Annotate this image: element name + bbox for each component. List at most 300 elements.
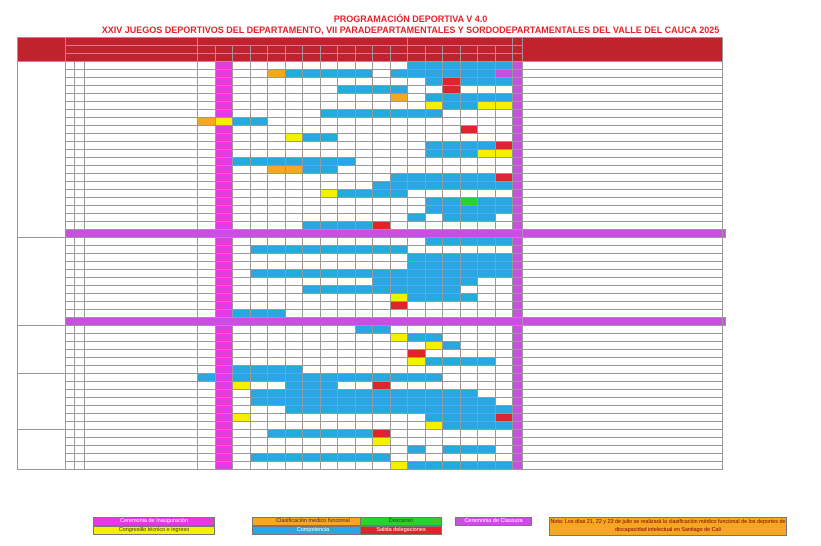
schedule-cell [355,102,373,110]
schedule-cell [338,62,356,70]
schedule-cell [478,278,496,286]
schedule-cell [478,150,496,158]
schedule-cell [373,390,391,398]
schedule-cell [460,438,478,446]
schedule-cell [215,270,233,278]
day-number [215,46,233,54]
schedule-cell [495,302,513,310]
table-row [18,406,726,414]
sport-name [85,166,198,174]
schedule-cell [355,70,373,78]
schedule-cell [390,70,408,78]
schedule-cell [495,238,513,246]
schedule-cell [198,438,216,446]
table-row [18,430,726,438]
schedule-cell [495,294,513,302]
schedule-cell [320,366,338,374]
schedule-cell [268,334,286,342]
schedule-cell [215,150,233,158]
schedule-cell [250,254,268,262]
schedule-cell [233,70,251,78]
sede-name [18,374,66,430]
schedule-cell [390,390,408,398]
row-number [66,310,75,318]
schedule-cell [443,102,461,110]
schedule-cell [373,382,391,390]
schedule-cell [338,414,356,422]
table-row [18,374,726,382]
schedule-cell [355,118,373,126]
schedule-cell [215,222,233,230]
closing-cell [513,198,523,206]
closing-cell [513,334,523,342]
schedule-cell [303,198,321,206]
day-number [303,46,321,54]
schedule-cell [285,438,303,446]
schedule-cell [215,262,233,270]
schedule-cell [478,350,496,358]
schedule-cell [285,190,303,198]
schedule-cell [285,430,303,438]
schedule-cell [355,126,373,134]
schedule-cell [320,166,338,174]
day-number [478,46,496,54]
schedule-cell [425,342,443,350]
schedule-cell [355,166,373,174]
venue-name [523,222,723,230]
schedule-cell [268,222,286,230]
venue-name [523,374,723,382]
schedule-cell [495,366,513,374]
schedule-cell [478,326,496,334]
schedule-cell [443,358,461,366]
schedule-cell [443,214,461,222]
schedule-cell [408,262,426,270]
schedule-cell [460,358,478,366]
row-subnumber [75,94,85,102]
table-row [18,246,726,254]
schedule-cell [303,86,321,94]
closing-cell [513,70,523,78]
schedule-cell [303,310,321,318]
schedule-cell [425,78,443,86]
row-number [66,350,75,358]
schedule-cell [250,334,268,342]
schedule-cell [320,430,338,438]
schedule-cell [338,286,356,294]
closing-cell [513,78,523,86]
schedule-cell [215,110,233,118]
schedule-cell [443,118,461,126]
row-number [66,110,75,118]
schedule-cell [373,78,391,86]
schedule-cell [268,262,286,270]
schedule-cell [285,118,303,126]
schedule-cell [285,86,303,94]
escenario-header [523,38,723,62]
schedule-cell [443,222,461,230]
table-row [18,350,726,358]
sport-name [85,350,198,358]
schedule-cell [215,422,233,430]
schedule-cell [443,270,461,278]
schedule-cell [215,246,233,254]
schedule-cell [233,206,251,214]
schedule-cell [355,110,373,118]
schedule-cell [390,182,408,190]
closing-cell [513,406,523,414]
table-row [18,126,726,134]
weekday-letter [373,54,391,62]
schedule-cell [233,366,251,374]
sport-name [85,222,198,230]
venue-name [523,262,723,270]
venue-name [523,398,723,406]
schedule-cell [355,334,373,342]
schedule-cell [443,462,461,470]
schedule-cell [355,342,373,350]
table-row [18,166,726,174]
schedule-cell [425,110,443,118]
schedule-cell [460,62,478,70]
closing-cell [513,214,523,222]
schedule-cell [338,214,356,222]
sport-name [85,206,198,214]
row-number [66,382,75,390]
schedule-cell [233,190,251,198]
schedule-cell [443,62,461,70]
schedule-cell [390,214,408,222]
day-number [285,46,303,54]
schedule-cell [338,142,356,150]
venue-name [523,366,723,374]
schedule-cell [250,438,268,446]
schedule-cell [478,182,496,190]
schedule-cell [373,270,391,278]
schedule-cell [285,222,303,230]
schedule-cell [215,238,233,246]
schedule-cell [233,270,251,278]
weekday-letter [285,54,303,62]
schedule-cell [303,294,321,302]
schedule-cell [320,390,338,398]
schedule-cell [478,118,496,126]
schedule-cell [250,190,268,198]
schedule-cell [390,366,408,374]
schedule-cell [443,262,461,270]
weekday-letter [425,54,443,62]
schedule-cell [215,134,233,142]
schedule-cell [390,342,408,350]
schedule-cell [355,382,373,390]
schedule-cell [408,254,426,262]
schedule-cell [478,414,496,422]
schedule-cell [478,70,496,78]
schedule-cell [250,382,268,390]
schedule-cell [268,438,286,446]
schedule-cell [425,126,443,134]
schedule-cell [460,182,478,190]
schedule-cell [390,198,408,206]
schedule-cell [303,422,321,430]
schedule-cell [320,158,338,166]
schedule-cell [285,102,303,110]
schedule-cell [250,126,268,134]
schedule-cell [303,110,321,118]
schedule-cell [478,286,496,294]
schedule-cell [215,366,233,374]
schedule-cell [408,350,426,358]
legend-item: Clasificación medico funcional [252,517,374,526]
schedule-cell [355,174,373,182]
sport-name [85,134,198,142]
venue-name [523,270,723,278]
schedule-cell [390,382,408,390]
schedule-cell [443,350,461,358]
schedule-cell [233,118,251,126]
venue-name [523,342,723,350]
schedule-cell [215,62,233,70]
venue-name [523,94,723,102]
schedule-cell [320,462,338,470]
schedule-cell [355,366,373,374]
schedule-cell [338,278,356,286]
schedule-cell [373,446,391,454]
venue-name [523,414,723,422]
row-subnumber [75,342,85,350]
weekday-letter [355,54,373,62]
closing-cell [513,126,523,134]
schedule-cell [338,334,356,342]
schedule-cell [373,286,391,294]
schedule-cell [233,262,251,270]
schedule-cell [425,198,443,206]
schedule-cell [338,350,356,358]
row-number [66,390,75,398]
schedule-cell [390,406,408,414]
schedule-cell [285,150,303,158]
schedule-cell [408,190,426,198]
schedule-table [17,37,726,470]
row-number [66,190,75,198]
schedule-cell [198,390,216,398]
row-subnumber [75,438,85,446]
sport-name [85,102,198,110]
sport-name [85,438,198,446]
schedule-cell [425,270,443,278]
row-subnumber [75,86,85,94]
schedule-cell [460,222,478,230]
schedule-cell [425,174,443,182]
schedule-cell [215,94,233,102]
row-subnumber [75,126,85,134]
schedule-cell [425,102,443,110]
table-row [18,238,726,246]
schedule-cell [408,358,426,366]
schedule-cell [320,118,338,126]
schedule-cell [373,374,391,382]
schedule-cell [390,238,408,246]
schedule-cell [233,374,251,382]
schedule-cell [425,454,443,462]
schedule-cell [460,246,478,254]
schedule-cell [478,390,496,398]
schedule-cell [495,270,513,278]
schedule-cell [478,366,496,374]
schedule-cell [355,398,373,406]
schedule-cell [215,294,233,302]
schedule-cell [443,438,461,446]
schedule-cell [355,430,373,438]
weekday-letter [495,54,513,62]
schedule-cell [355,454,373,462]
schedule-cell [443,150,461,158]
schedule-cell [355,310,373,318]
schedule-cell [268,374,286,382]
schedule-cell [443,278,461,286]
weekday-letter [443,54,461,62]
schedule-cell [443,294,461,302]
row-number [66,102,75,110]
schedule-cell [478,254,496,262]
schedule-cell [320,286,338,294]
row-number [66,294,75,302]
schedule-cell [320,398,338,406]
schedule-cell [198,62,216,70]
day-number [495,46,513,54]
schedule-cell [443,446,461,454]
schedule-cell [215,142,233,150]
schedule-cell [443,406,461,414]
schedule-cell [303,206,321,214]
closing-cell [513,190,523,198]
schedule-cell [320,406,338,414]
schedule-cell [303,126,321,134]
row-number [66,214,75,222]
closing-cell [513,366,523,374]
schedule-cell [338,206,356,214]
row-subnumber [75,326,85,334]
schedule-cell [390,78,408,86]
schedule-cell [233,174,251,182]
schedule-cell [443,334,461,342]
table-row [18,70,726,78]
schedule-cell [460,166,478,174]
schedule-cell [338,158,356,166]
schedule-cell [338,302,356,310]
row-subnumber [75,462,85,470]
schedule-cell [285,310,303,318]
row-number [66,62,75,70]
schedule-cell [478,142,496,150]
schedule-cell [268,342,286,350]
month-agosto [408,38,513,46]
schedule-cell [198,94,216,102]
schedule-cell [338,182,356,190]
schedule-cell [320,70,338,78]
schedule-cell [215,430,233,438]
schedule-cell [268,94,286,102]
row-subnumber [75,70,85,78]
table-row [18,334,726,342]
schedule-cell [303,222,321,230]
schedule-cell [303,454,321,462]
table-row [18,94,726,102]
schedule-cell [425,414,443,422]
schedule-cell [303,94,321,102]
closing-cell [513,102,523,110]
schedule-cell [425,190,443,198]
schedule-cell [320,214,338,222]
schedule-cell [285,294,303,302]
schedule-cell [338,366,356,374]
schedule-cell [408,326,426,334]
schedule-cell [233,286,251,294]
schedule-cell [373,126,391,134]
schedule-cell [390,286,408,294]
schedule-cell [338,222,356,230]
schedule-cell [408,118,426,126]
schedule-cell [408,366,426,374]
venue-name [523,110,723,118]
schedule-cell [390,398,408,406]
schedule-cell [408,246,426,254]
row-number [66,342,75,350]
schedule-cell [373,294,391,302]
schedule-cell [198,262,216,270]
schedule-cell [478,294,496,302]
schedule-cell [425,158,443,166]
schedule-cell [495,382,513,390]
schedule-cell [443,134,461,142]
schedule-cell [425,390,443,398]
closing-cell [513,374,523,382]
schedule-cell [408,78,426,86]
venue-name [523,326,723,334]
table-row [18,222,726,230]
schedule-cell [338,294,356,302]
table-row [18,62,726,70]
table-row [18,174,726,182]
schedule-cell [268,126,286,134]
schedule-cell [425,206,443,214]
row-subnumber [75,262,85,270]
sport-name [85,94,198,102]
schedule-cell [285,358,303,366]
sport-name [85,214,198,222]
schedule-cell [390,174,408,182]
schedule-cell [198,310,216,318]
row-number [66,238,75,246]
schedule-cell [250,222,268,230]
schedule-cell [215,86,233,94]
schedule-cell [303,438,321,446]
closing-cell [513,446,523,454]
schedule-cell [233,166,251,174]
schedule-cell [408,278,426,286]
schedule-cell [320,150,338,158]
schedule-cell [303,214,321,222]
schedule-cell [233,150,251,158]
sport-name [85,118,198,126]
schedule-cell [460,382,478,390]
closing-cell [513,246,523,254]
schedule-cell [495,254,513,262]
row-subnumber [75,238,85,246]
schedule-cell [478,270,496,278]
schedule-cell [408,198,426,206]
sport-name [85,446,198,454]
